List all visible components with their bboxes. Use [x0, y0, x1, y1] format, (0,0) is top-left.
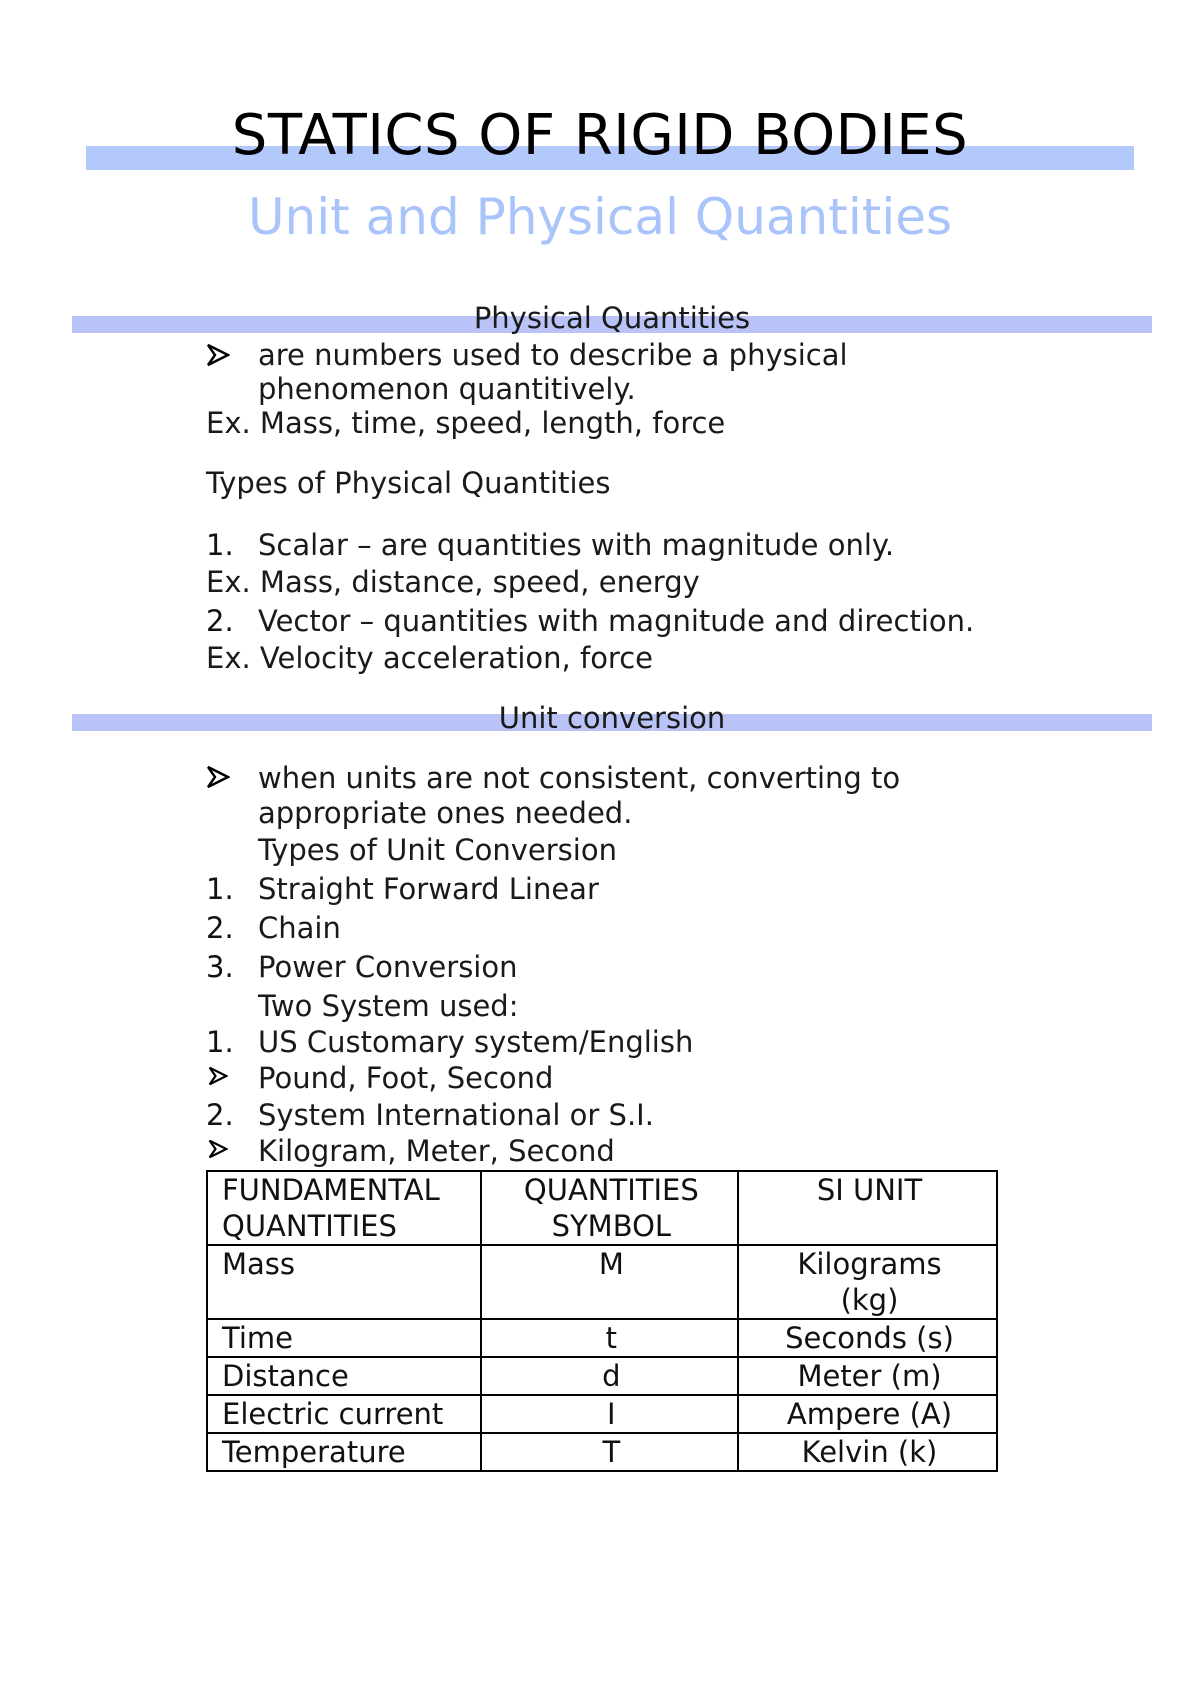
cell-quantity: Temperature: [207, 1433, 481, 1471]
cell-unit: Kelvin (k): [738, 1433, 997, 1471]
uc-systems-heading: Two System used:: [258, 989, 519, 1023]
uc-system-us-units: Pound, Foot, Second: [258, 1061, 554, 1095]
uc-type-chain: Chain: [258, 911, 341, 945]
table-header-row: [207, 1171, 997, 1245]
uc-definition-line-1: when units are not consistent, converting to: [258, 761, 901, 795]
cell-quantity: Mass: [207, 1245, 481, 1319]
pq-item-number: 1.: [206, 528, 234, 562]
cell-unit: Ampere (A): [738, 1395, 997, 1433]
section-heading-physical-quantities: Physical Quantities: [473, 301, 751, 335]
section-heading-unit-conversion: Unit conversion: [498, 701, 726, 735]
cell-symbol: T: [481, 1433, 738, 1471]
arrowhead-bullet-icon: [208, 1066, 228, 1086]
pq-item-number: 2.: [206, 604, 234, 638]
pq-item-scalar-example: Ex. Mass, distance, speed, energy: [206, 565, 700, 599]
table-row: [207, 1433, 997, 1471]
uc-type-power: Power Conversion: [258, 950, 518, 984]
table-row: [207, 1395, 997, 1433]
pq-item-vector: Vector – quantities with magnitude and direction.: [258, 604, 975, 638]
uc-type-number: 2.: [206, 911, 234, 945]
pq-types-heading: Types of Physical Quantities: [206, 466, 611, 500]
arrowhead-bullet-icon: [206, 765, 230, 789]
cell-symbol: I: [481, 1395, 738, 1433]
pq-item-vector-example: Ex. Velocity acceleration, force: [206, 641, 654, 675]
header-quantities-symbol: QUANTITIES SYMBOL: [481, 1171, 738, 1245]
pq-example: Ex. Mass, time, speed, length, force: [206, 406, 726, 440]
fundamental-quantities-table: [206, 1170, 998, 1472]
arrowhead-bullet-icon: [206, 343, 230, 367]
header-fundamental-quantities: FUNDAMENTAL QUANTITIES: [207, 1171, 481, 1245]
arrowhead-bullet-icon: [208, 1139, 228, 1159]
pq-item-scalar: Scalar – are quantities with magnitude only.: [258, 528, 895, 562]
pq-definition-line-1: are numbers used to describe a physical: [258, 338, 848, 372]
cell-symbol: d: [481, 1357, 738, 1395]
pq-definition-line-2: phenomenon quantitively.: [258, 372, 636, 406]
cell-unit: Seconds (s): [738, 1319, 997, 1357]
cell-symbol: t: [481, 1319, 738, 1357]
uc-type-number: 1.: [206, 872, 234, 906]
uc-system-number: 2.: [206, 1098, 234, 1132]
cell-quantity: Distance: [207, 1357, 481, 1395]
uc-system-number: 1.: [206, 1025, 234, 1059]
uc-definition-line-2: appropriate ones needed.: [258, 796, 633, 830]
uc-system-us: US Customary system/English: [258, 1025, 694, 1059]
table-row: [207, 1245, 997, 1319]
uc-system-si-units: Kilogram, Meter, Second: [258, 1134, 615, 1168]
page-subtitle: Unit and Physical Quantities: [247, 188, 953, 246]
page-title: STATICS OF RIGID BODIES: [231, 103, 969, 168]
uc-type-number: 3.: [206, 950, 234, 984]
table-row: [207, 1319, 997, 1357]
uc-type-linear: Straight Forward Linear: [258, 872, 599, 906]
cell-unit: Kilograms (kg): [738, 1245, 997, 1319]
table-row: [207, 1357, 997, 1395]
uc-system-si: System International or S.I.: [258, 1098, 654, 1132]
cell-quantity: Time: [207, 1319, 481, 1357]
cell-quantity: Electric current: [207, 1395, 481, 1433]
header-si-unit: SI UNIT: [738, 1171, 997, 1245]
cell-symbol: M: [481, 1245, 738, 1319]
uc-types-heading: Types of Unit Conversion: [258, 833, 617, 867]
cell-unit: Meter (m): [738, 1357, 997, 1395]
